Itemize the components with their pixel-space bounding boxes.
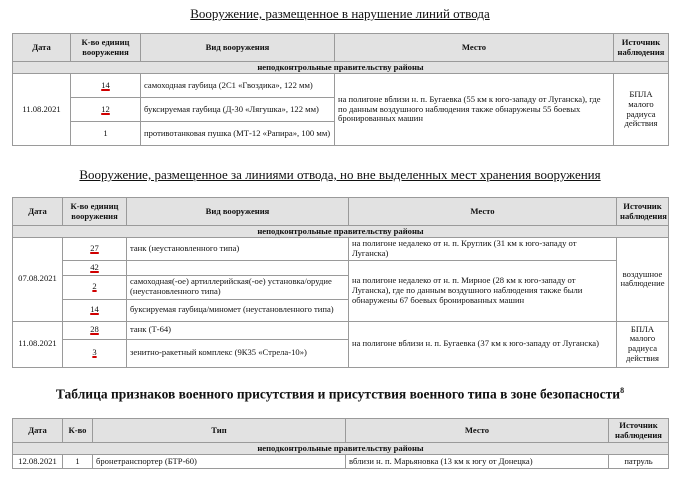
table-row	[13, 455, 669, 469]
row-qty: 1	[63, 455, 93, 469]
row-qty: 3	[63, 339, 127, 367]
row-source: БПЛА малого радиуса действия	[617, 321, 669, 367]
header-source: Источник наблюдения	[617, 198, 669, 226]
row-type: буксируемая гаубица/миномет (неустановленного типа)	[127, 299, 349, 321]
section3-table	[12, 418, 669, 469]
row-source: патруль	[609, 455, 669, 469]
row-type: самоходная(-ое) артиллерийская(-ое) установка/орудие (неустановленного типа)	[127, 275, 349, 299]
table-row	[13, 238, 669, 261]
row-date: 07.08.2021	[13, 238, 63, 322]
header-place: Место	[346, 419, 609, 443]
row-type: бронетранспортер (БТР-60)	[93, 455, 346, 469]
row-type	[127, 260, 349, 275]
header-date: Дата	[13, 34, 71, 62]
header-date: Дата	[13, 198, 63, 226]
row-source: воздушное наблюдение	[617, 238, 669, 322]
row-type: противотанковая пушка (МТ-12 «Рапира», 100 мм)	[141, 122, 335, 146]
section2-subheader: неподконтрольные правительству районы	[13, 226, 669, 238]
row-date: 11.08.2021	[13, 74, 71, 146]
row-qty: 27	[63, 238, 127, 261]
section3-subheader: неподконтрольные правительству районы	[13, 443, 669, 455]
header-type: Тип	[93, 419, 346, 443]
section2-table	[12, 197, 669, 368]
row-qty: 28	[63, 321, 127, 339]
section2-header-row	[13, 198, 669, 226]
section1-header-row	[13, 34, 669, 62]
header-source: Источник наблюдения	[614, 34, 669, 62]
row-qty: 2	[63, 275, 127, 299]
row-qty: 14	[63, 299, 127, 321]
row-type: танк (Т-64)	[127, 321, 349, 339]
header-qty: К-во единиц вооружения	[63, 198, 127, 226]
row-date: 11.08.2021	[13, 321, 63, 367]
row-place: на полигоне вблизи н. п. Бугаевка (37 км к юго-западу от Луганска)	[349, 321, 617, 367]
row-type: танк (неустановленного типа)	[127, 238, 349, 261]
row-place: на полигоне вблизи н. п. Бугаевка (55 км к юго-западу от Луганска), где по данным воздушного наблюдения также обнаружены 55 боевых бронированных машин	[335, 74, 614, 146]
header-type: Вид вооружения	[127, 198, 349, 226]
header-source: Источник наблюдения	[609, 419, 669, 443]
section3-title-text: Таблица признаков военного присутствия и присутствия военного типа в зоне безопасности	[55, 386, 621, 402]
table-row	[13, 260, 669, 275]
header-place: Место	[349, 198, 617, 226]
section1-title: Вооружение, размещенное в нарушение линий отвода	[190, 6, 490, 21]
row-type: буксируемая гаубица (Д-30 «Лягушка», 122 мм)	[141, 98, 335, 122]
row-date: 12.08.2021	[13, 455, 63, 469]
row-qty: 12	[71, 98, 141, 122]
section1-subheader: неподконтрольные правительству районы	[13, 62, 669, 74]
header-qty: К-во	[63, 419, 93, 443]
row-qty: 1	[71, 122, 141, 146]
row-place: вблизи н. п. Марьяновка (13 км к югу от Донецка)	[346, 455, 609, 469]
row-place: на полигоне недалеко от н. п. Круглик (31 км к юго-западу от Луганска)	[349, 238, 617, 261]
row-place: на полигоне недалеко от н. п. Мирное (28 км к юго-западу от Луганска), где по данным воздушного наблюдения также были обнаружены 67 боевых бронированных машин	[349, 260, 617, 321]
row-qty: 14	[71, 74, 141, 98]
section3-header-row	[13, 419, 669, 443]
section2-title: Вооружение, размещенное за линиями отвода, но вне выделенных мест хранения вооружения	[79, 167, 601, 182]
row-type: зенитно-ракетный комплекс (9К35 «Стрела-10»)	[127, 339, 349, 367]
section3-title	[0, 386, 680, 403]
section1-table	[12, 33, 669, 146]
header-qty: К-во единиц вооружения	[71, 34, 141, 62]
footnote-mark: 8	[620, 386, 625, 395]
row-type: самоходная гаубица (2С1 «Гвоздика», 122 мм)	[141, 74, 335, 98]
table-row	[13, 321, 669, 339]
header-type: Вид вооружения	[141, 34, 335, 62]
row-qty: 42	[63, 260, 127, 275]
header-place: Место	[335, 34, 614, 62]
table-row	[13, 74, 669, 98]
row-source: БПЛА малого радиуса действия	[614, 74, 669, 146]
header-date: Дата	[13, 419, 63, 443]
